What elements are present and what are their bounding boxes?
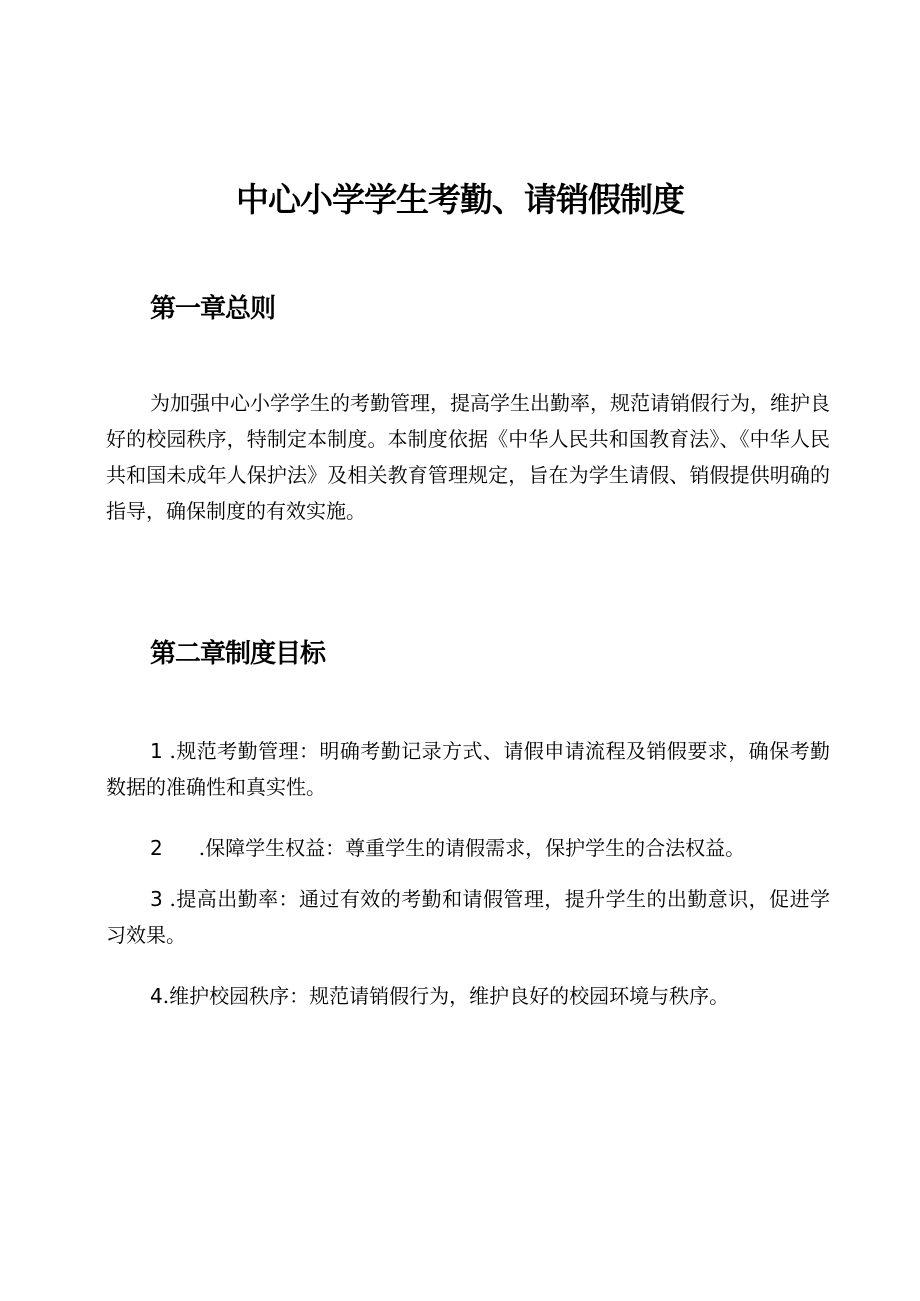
goal-item-2-number: 2 (150, 836, 163, 860)
goal-item-4-number: 4 (150, 984, 163, 1008)
goal-item-2 (106, 830, 830, 866)
chapter-2-heading: 第二章制度目标 (150, 639, 326, 669)
document-title: 中心小学学生考勤、请销假制度 (236, 180, 684, 219)
goal-item-1 (106, 733, 830, 805)
goal-item-4 (106, 978, 796, 1014)
goal-item-1-number: 1 (150, 739, 163, 763)
goal-item-3-number: 3 (150, 887, 163, 911)
goal-item-3 (106, 881, 830, 953)
chapter-1-paragraph: 为加强中心小学学生的考勤管理，提高学生出勤率，规范请销假行为，维护良好的校园秩序，特制定本制度。本制度依据《中华人民共和国教育法》、《中华人民共和国未成年人保护法》及相关教育管理规定，旨在为学生请假、销假提供明确的指导，确保制度的有效实施。 (106, 391, 830, 523)
chapter-1-heading: 第一章总则 (150, 294, 276, 324)
goal-item-3-text: .提高出勤率：通过有效的考勤和请假管理，提升学生的出勤意识，促进学习效果。 (106, 887, 831, 947)
goal-item-4-text: .维护校园秩序：规范请销假行为，维护良好的校园环境与秩序。 (162, 984, 730, 1008)
goal-item-1-text: .规范考勤管理：明确考勤记录方式、请假申请流程及销假要求，确保考勤数据的准确性和真实性。 (106, 739, 831, 799)
goal-item-2-text: .保障学生权益：尊重学生的请假需求，保护学生的合法权益。 (198, 836, 746, 860)
